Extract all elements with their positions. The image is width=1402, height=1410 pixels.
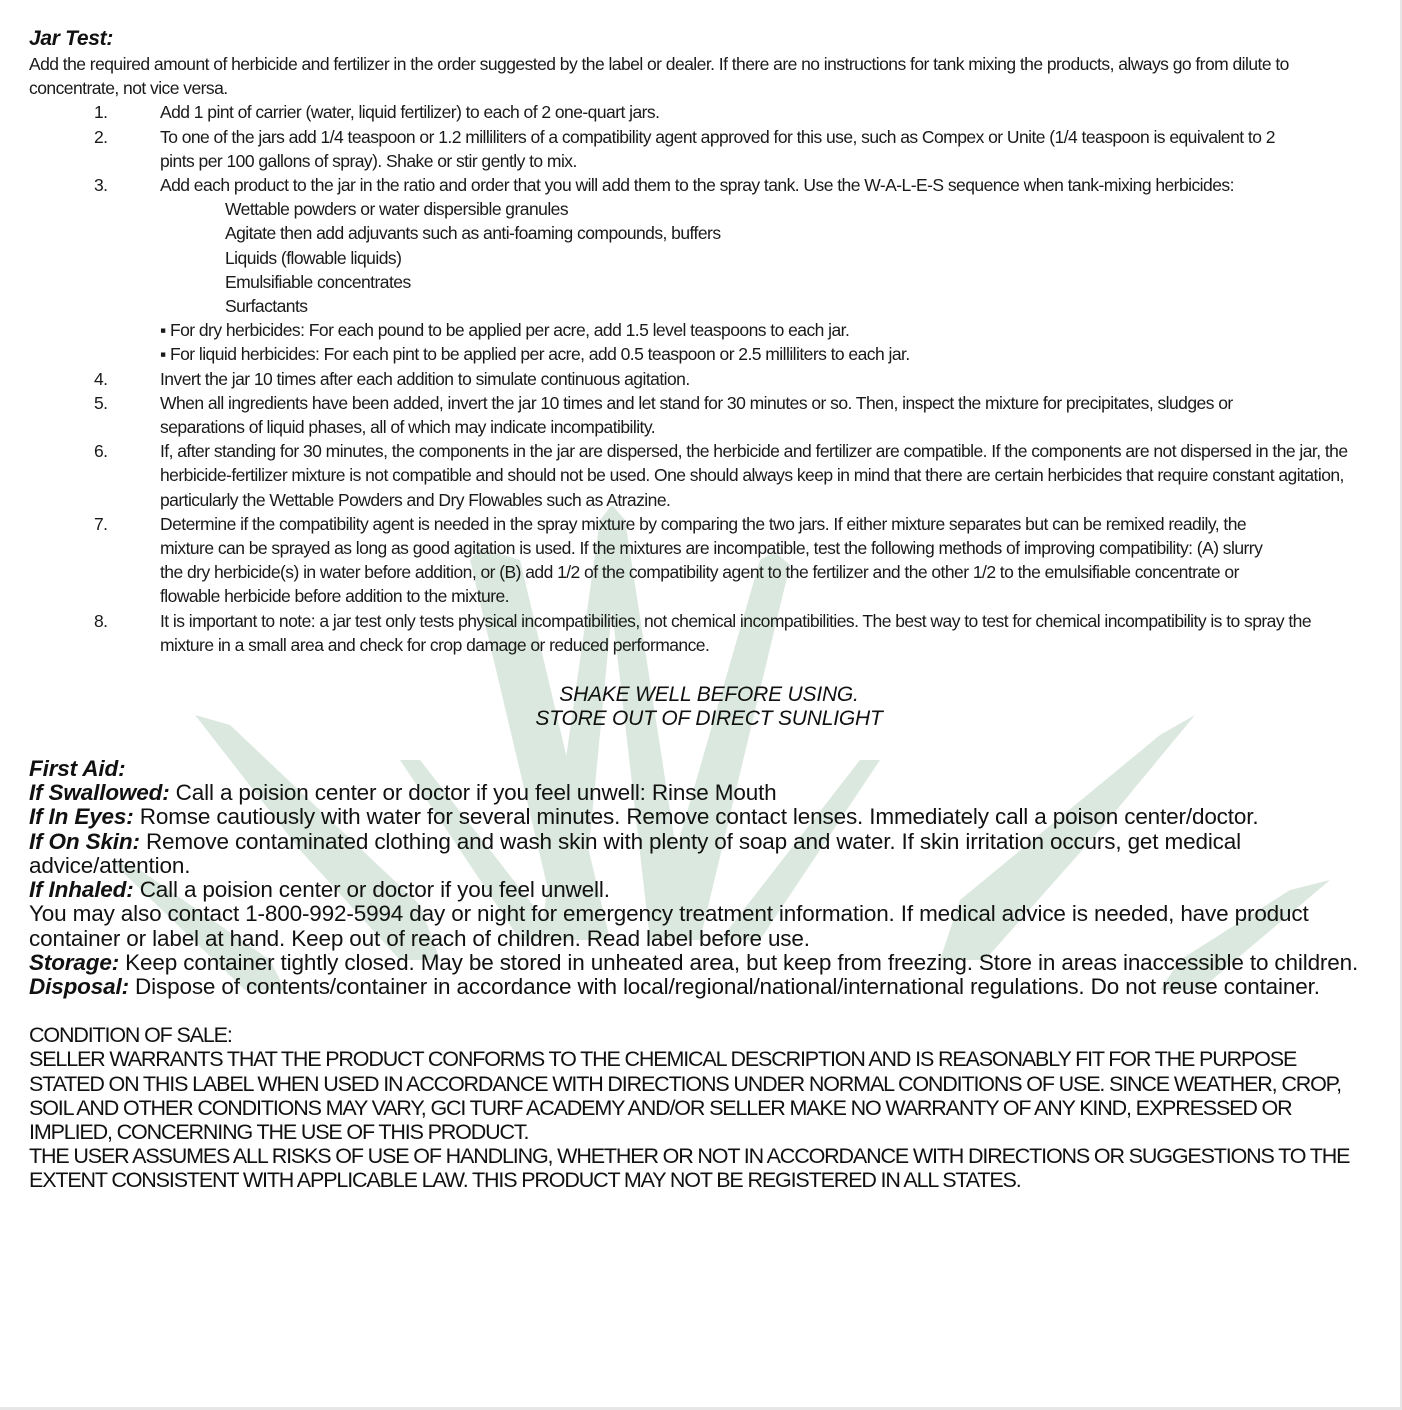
- step-8: [29, 609, 1340, 657]
- if-inhaled-label: If Inhaled:: [29, 877, 134, 903]
- step-text: Determine if the compatibility agent is needed in the spray mixture by comparing the two jars. If either mixture separates but can be remixed readily, the mixture can be sprayed as long as good agitation is used. If the mixtures are incompatible, test the following methods of improving compatibility: (A) slurry the dry herbicide(s) in water before addition, or (B) add 1/2 of the compatibility agent to the fertilizer and the other 1/2 to the emulsifiable concentrate or flowable herbicide before addition to the mixture.: [160, 513, 1263, 607]
- step-3: [29, 173, 1369, 197]
- disposal: [29, 975, 1369, 999]
- step-6: [29, 439, 1375, 512]
- storage-text: Keep container tightly closed. May be stored in unheated area, but keep from freezing. Store in areas inaccessible to children.: [119, 949, 1359, 975]
- step-text: Invert the jar 10 times after each addition to simulate continuous agitation.: [160, 368, 690, 389]
- bullet-item: ▪ For liquid herbicides: For each pint to be applied per acre, add 0.5 teaspoon or 2.5 milliliters to each jar.: [160, 344, 910, 365]
- step-number: 5.: [94, 392, 108, 413]
- if-in-eyes-text: Romse cautiously with water for several minutes. Remove contact lenses. Immediately call a poison center/doctor.: [133, 804, 1259, 830]
- label-content: [29, 26, 1369, 1193]
- step-text: When all ingredients have been added, invert the jar 10 times and let stand for 30 minutes or so. Then, inspect the mixture for precipitates, sludges or separations of liquid phases, all of which may indicate incompatibility.: [160, 392, 1233, 438]
- step-number: 1.: [94, 102, 108, 123]
- jar-test-section: [29, 26, 1369, 657]
- if-swallowed: [29, 781, 1369, 805]
- emergency-contact: You may also contact 1-800-992-5994 day or night for emergency treatment information. If medical advice is needed, have product container or label at hand. Keep out of reach of children. Read label before use.: [29, 901, 1309, 951]
- wales-item: Agitate then add adjuvants such as anti-foaming compounds, buffers: [225, 223, 721, 244]
- step-text: It is important to note: a jar test only tests physical incompatibilities, not chemical incompatibilities. The best way to test for chemical incompatibility is to spray the mixture in a small area and check for crop damage or reduced performance.: [160, 610, 1312, 655]
- bullet-item: ▪ For dry herbicides: For each pound to be applied per acre, add 1.5 level teaspoons to each jar.: [160, 320, 850, 341]
- first-aid-heading: First Aid:: [29, 756, 126, 782]
- step-number: 4.: [94, 368, 108, 389]
- wales-item: Surfactants: [225, 296, 308, 317]
- if-swallowed-label: If Swallowed:: [29, 780, 170, 806]
- step-text: If, after standing for 30 minutes, the components in the jar are dispersed, the herbicide and fertilizer are compatible. If the components are not dispersed in the jar, the herbicide-fertilizer mixture is not compatible and should not be used. One should always keep in mind that there are certain herbicides that require constant agitation, particularly the Wettable Powders and Dry Flowables such as Atrazine.: [160, 441, 1348, 510]
- warranty-paragraph: SELLER WARRANTS THAT THE PRODUCT CONFORMS TO THE CHEMICAL DESCRIPTION AND IS REASONABLY FIT FOR THE PURPOSE STATED ON THIS LABEL WHEN USED IN ACCORDANCE WITH DIRECTIONS UNDER NORMAL CONDITIONS OF USE. SINCE WEATHER, CROP, SOIL AND OTHER CONDITIONS MAY VARY, GCI TURF ACADEMY AND/OR SELLER MAKE NO WARRANTY OF ANY KIND, EXPRESSED OR IMPLIED, CONCERNING THE USE OF THIS PRODUCT.: [29, 1047, 1341, 1144]
- wales-item: Liquids (flowable liquids): [225, 247, 402, 268]
- if-inhaled-text: Call a poision center or doctor if you feel unwell.: [133, 877, 610, 903]
- storage: [29, 951, 1369, 975]
- condition-of-sale-section: [29, 1023, 1369, 1192]
- wales-item: Wettable powders or water dispersible granules: [225, 199, 569, 220]
- herbicide-bullets: [29, 318, 1369, 366]
- if-on-skin-text: Remove contaminated clothing and wash skin with plenty of soap and water. If skin irritation occurs, get medical advice/attention.: [29, 828, 1241, 878]
- if-on-skin-label: If On Skin:: [29, 828, 140, 854]
- storage-warning: [49, 683, 1369, 731]
- if-in-eyes-label: If In Eyes:: [29, 804, 134, 830]
- if-in-eyes: [29, 805, 1369, 829]
- step-number: 6.: [94, 441, 108, 462]
- step-text: Add 1 pint of carrier (water, liquid fertilizer) to each of 2 one-quart jars.: [160, 102, 660, 123]
- if-swallowed-text: Call a poision center or doctor if you feel unwell: Rinse Mouth: [169, 780, 777, 806]
- if-inhaled: [29, 878, 1369, 902]
- step-4: [29, 367, 1369, 391]
- if-on-skin: [29, 830, 1369, 878]
- step-2: [29, 125, 1275, 173]
- disposal-text: Dispose of contents/container in accordance with local/regional/national/international regulations. Do not reuse container.: [128, 973, 1320, 999]
- sunlight-warning: STORE OUT OF DIRECT SUNLIGHT: [535, 707, 883, 731]
- jar-test-intro: Add the required amount of herbicide and fertilizer in the order suggested by the label or dealer. If there are no instructions for tank mixing the products, always go from dilute to concentrate, not vice versa.: [29, 54, 1289, 99]
- step-number: 7.: [94, 513, 108, 534]
- risk-paragraph: THE USER ASSUMES ALL RISKS OF USE OF HANDLING, WHETHER OR NOT IN ACCORDANCE WITH DIRECTIONS OR SUGGESTIONS TO THE EXTENT CONSISTENT WITH APPLICABLE LAW. THIS PRODUCT MAY NOT BE REGISTERED IN ALL STATES.: [29, 1144, 1350, 1193]
- step-number: 8.: [94, 610, 108, 631]
- wales-item: Emulsifiable concentrates: [225, 271, 411, 292]
- storage-label: Storage:: [29, 949, 120, 975]
- jar-test-title: Jar Test:: [29, 27, 114, 50]
- jar-test-steps-continued: [29, 367, 1369, 657]
- step-7: [29, 512, 1285, 609]
- step-number: 2.: [94, 126, 108, 147]
- jar-test-steps: [29, 100, 1369, 197]
- disposal-label: Disposal:: [29, 973, 129, 999]
- step-text: Add each product to the jar in the ratio and order that you will add them to the spray tank. Use the W-A-L-E-S sequence when tank-mixing herbicides:: [160, 175, 1234, 196]
- step-5: [29, 391, 1265, 439]
- first-aid-section: [29, 757, 1369, 999]
- wales-sequence-list: [29, 197, 1369, 318]
- step-number: 3.: [94, 175, 108, 196]
- step-text: To one of the jars add 1/4 teaspoon or 1.2 milliliters of a compatibility agent approved for this use, such as Compex or Unite (1/4 teaspoon is equivalent to 2 pints per 100 gallons of spray). Shake or stir gently to mix.: [160, 126, 1275, 171]
- condition-of-sale-heading: CONDITION OF SALE:: [29, 1023, 232, 1048]
- shake-warning: SHAKE WELL BEFORE USING.: [559, 683, 859, 707]
- step-1: [29, 100, 1369, 124]
